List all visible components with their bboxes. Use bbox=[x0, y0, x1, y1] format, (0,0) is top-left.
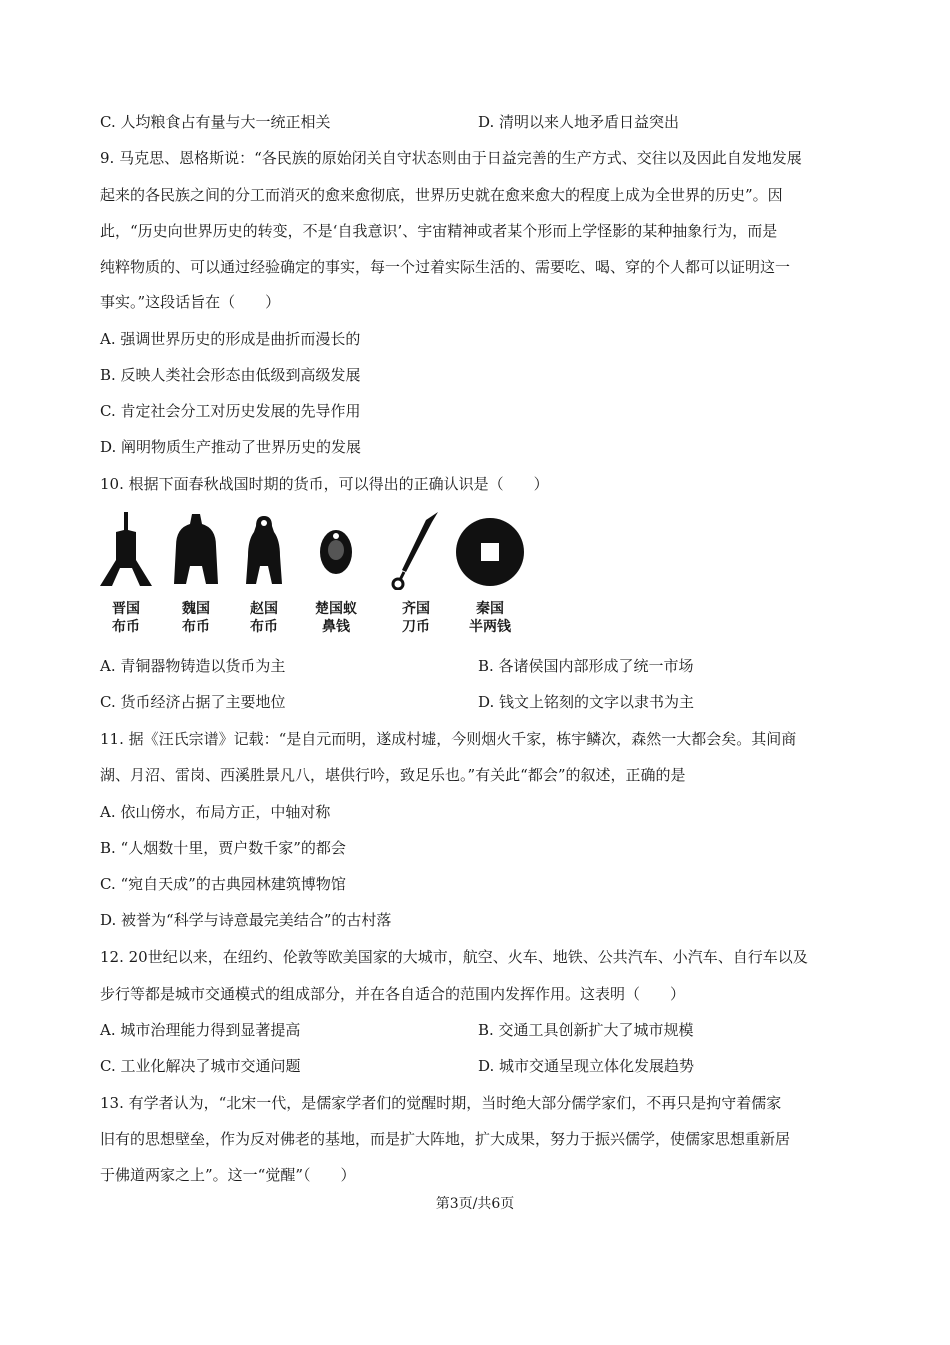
coin-label: 秦国 半两钱 bbox=[469, 601, 511, 635]
option-right: D. 钱文上铭刻的文字以隶书为主 bbox=[478, 693, 695, 711]
option-right: D. 清明以来人地矛盾日益突出 bbox=[478, 113, 680, 131]
option-right: B. 各诸侯国内部形成了统一市场 bbox=[478, 657, 694, 675]
text-line: 此，“历史向世界历史的转变，不是‘自我意识’、宇宙精神或者某个形而上学怪影的某种抽象行为，而是 bbox=[100, 222, 778, 240]
text-line: 起来的各民族之间的分工而消灭的愈来愈彻底，世界历史就在愈来愈大的程度上成为全世界的历史”。因 bbox=[100, 186, 783, 204]
text-line: A. 依山傍水，布局方正，中轴对称 bbox=[100, 803, 331, 821]
text-line: 事实。”这段话旨在（ ） bbox=[100, 293, 281, 311]
coin-label: 楚国蚁 鼻钱 bbox=[315, 601, 357, 635]
text-line: C. “宛自天成”的古典园林建筑博物馆 bbox=[100, 875, 346, 893]
coin-qin bbox=[460, 510, 520, 640]
text-line: 纯粹物质的、可以通过经验确定的事实，每一个过着实际生活的、需要吃、喝、穿的个人都可以证明这一 bbox=[100, 258, 791, 276]
text-line: C. 肯定社会分工对历史发展的先导作用 bbox=[100, 402, 361, 420]
text-line: 11. 据《汪氏宗谱》记载：“是自元而明，遂成村墟，今则烟火千家，栋宇鳞次，森然一大都会矣。其间商 bbox=[100, 730, 797, 748]
coin-qi bbox=[386, 510, 446, 640]
coin-zhao bbox=[234, 510, 294, 640]
round-coin-icon bbox=[450, 510, 530, 590]
spade-round-icon bbox=[166, 510, 226, 590]
text-line: 13. 有学者认为，“北宋一代，是儒家学者们的觉醒时期，当时绝大部分儒学家们，不再只是拘守着儒家 bbox=[100, 1094, 782, 1112]
text-line: C. 货币经济占据了主要地位 bbox=[100, 693, 286, 711]
text-line: A. 强调世界历史的形成是曲折而漫长的 bbox=[100, 330, 361, 348]
text-line: 于佛道两家之上”。这一“觉醒”（ ） bbox=[100, 1166, 356, 1184]
text-line: 湖、月沼、雷岗、西溪胜景凡八，堪供行吟，致足乐也。”有关此“都会”的叙述，正确的是 bbox=[100, 766, 686, 784]
text-line: A. 青铜器物铸造以货币为主 bbox=[100, 657, 286, 675]
text-line: 12. 20世纪以来，在纽约、伦敦等欧美国家的大城市，航空、火车、地铁、公共汽车、小汽车、自行车以及 bbox=[100, 948, 808, 966]
text-line: B. “人烟数十里，贾户数千家”的都会 bbox=[100, 839, 346, 857]
page-footer: 第3页/共6页 bbox=[435, 1196, 515, 1212]
text-line: D. 被誉为“科学与诗意最完美结合”的古村落 bbox=[100, 911, 392, 929]
coin-chu bbox=[306, 510, 366, 640]
text-line: C. 人均粮食占有量与大一统正相关 bbox=[100, 113, 331, 131]
coin-label: 魏国 布币 bbox=[182, 601, 210, 635]
option-right: B. 交通工具创新扩大了城市规模 bbox=[478, 1021, 694, 1039]
spade-pointed-icon bbox=[96, 510, 156, 590]
coin-label: 齐国 刀币 bbox=[402, 601, 430, 635]
coin-label: 晋国 布币 bbox=[112, 601, 140, 635]
ant-nose-coin-icon bbox=[306, 510, 366, 590]
text-line: 旧有的思想壁垒，作为反对佛老的基地，而是扩大阵地，扩大成果，努力于振兴儒学，使儒家思想重新居 bbox=[100, 1130, 791, 1148]
coin-label: 赵国 布币 bbox=[250, 601, 278, 635]
knife-coin-icon bbox=[386, 510, 446, 590]
text-line: B. 反映人类社会形态由低级到高级发展 bbox=[100, 366, 361, 384]
text-line: A. 城市治理能力得到显著提高 bbox=[100, 1021, 301, 1039]
option-right: D. 城市交通呈现立体化发展趋势 bbox=[478, 1057, 695, 1075]
text-line: 步行等都是城市交通模式的组成部分，并在各自适合的范围内发挥作用。这表明（ ） bbox=[100, 985, 686, 1003]
text-line: C. 工业化解决了城市交通问题 bbox=[100, 1057, 301, 1075]
spade-narrow-icon bbox=[234, 510, 294, 590]
text-line: 9. 马克思、恩格斯说：“各民族的原始闭关自守状态则由于日益完善的生产方式、交往以及因此自发地发展 bbox=[100, 149, 802, 167]
coin-wei bbox=[166, 510, 226, 640]
text-line: 10. 根据下面春秋战国时期的货币，可以得出的正确认识是（ ） bbox=[100, 475, 549, 493]
coin-jin bbox=[96, 510, 156, 640]
coins-figure bbox=[96, 510, 556, 640]
text-line: D. 阐明物质生产推动了世界历史的发展 bbox=[100, 438, 362, 456]
